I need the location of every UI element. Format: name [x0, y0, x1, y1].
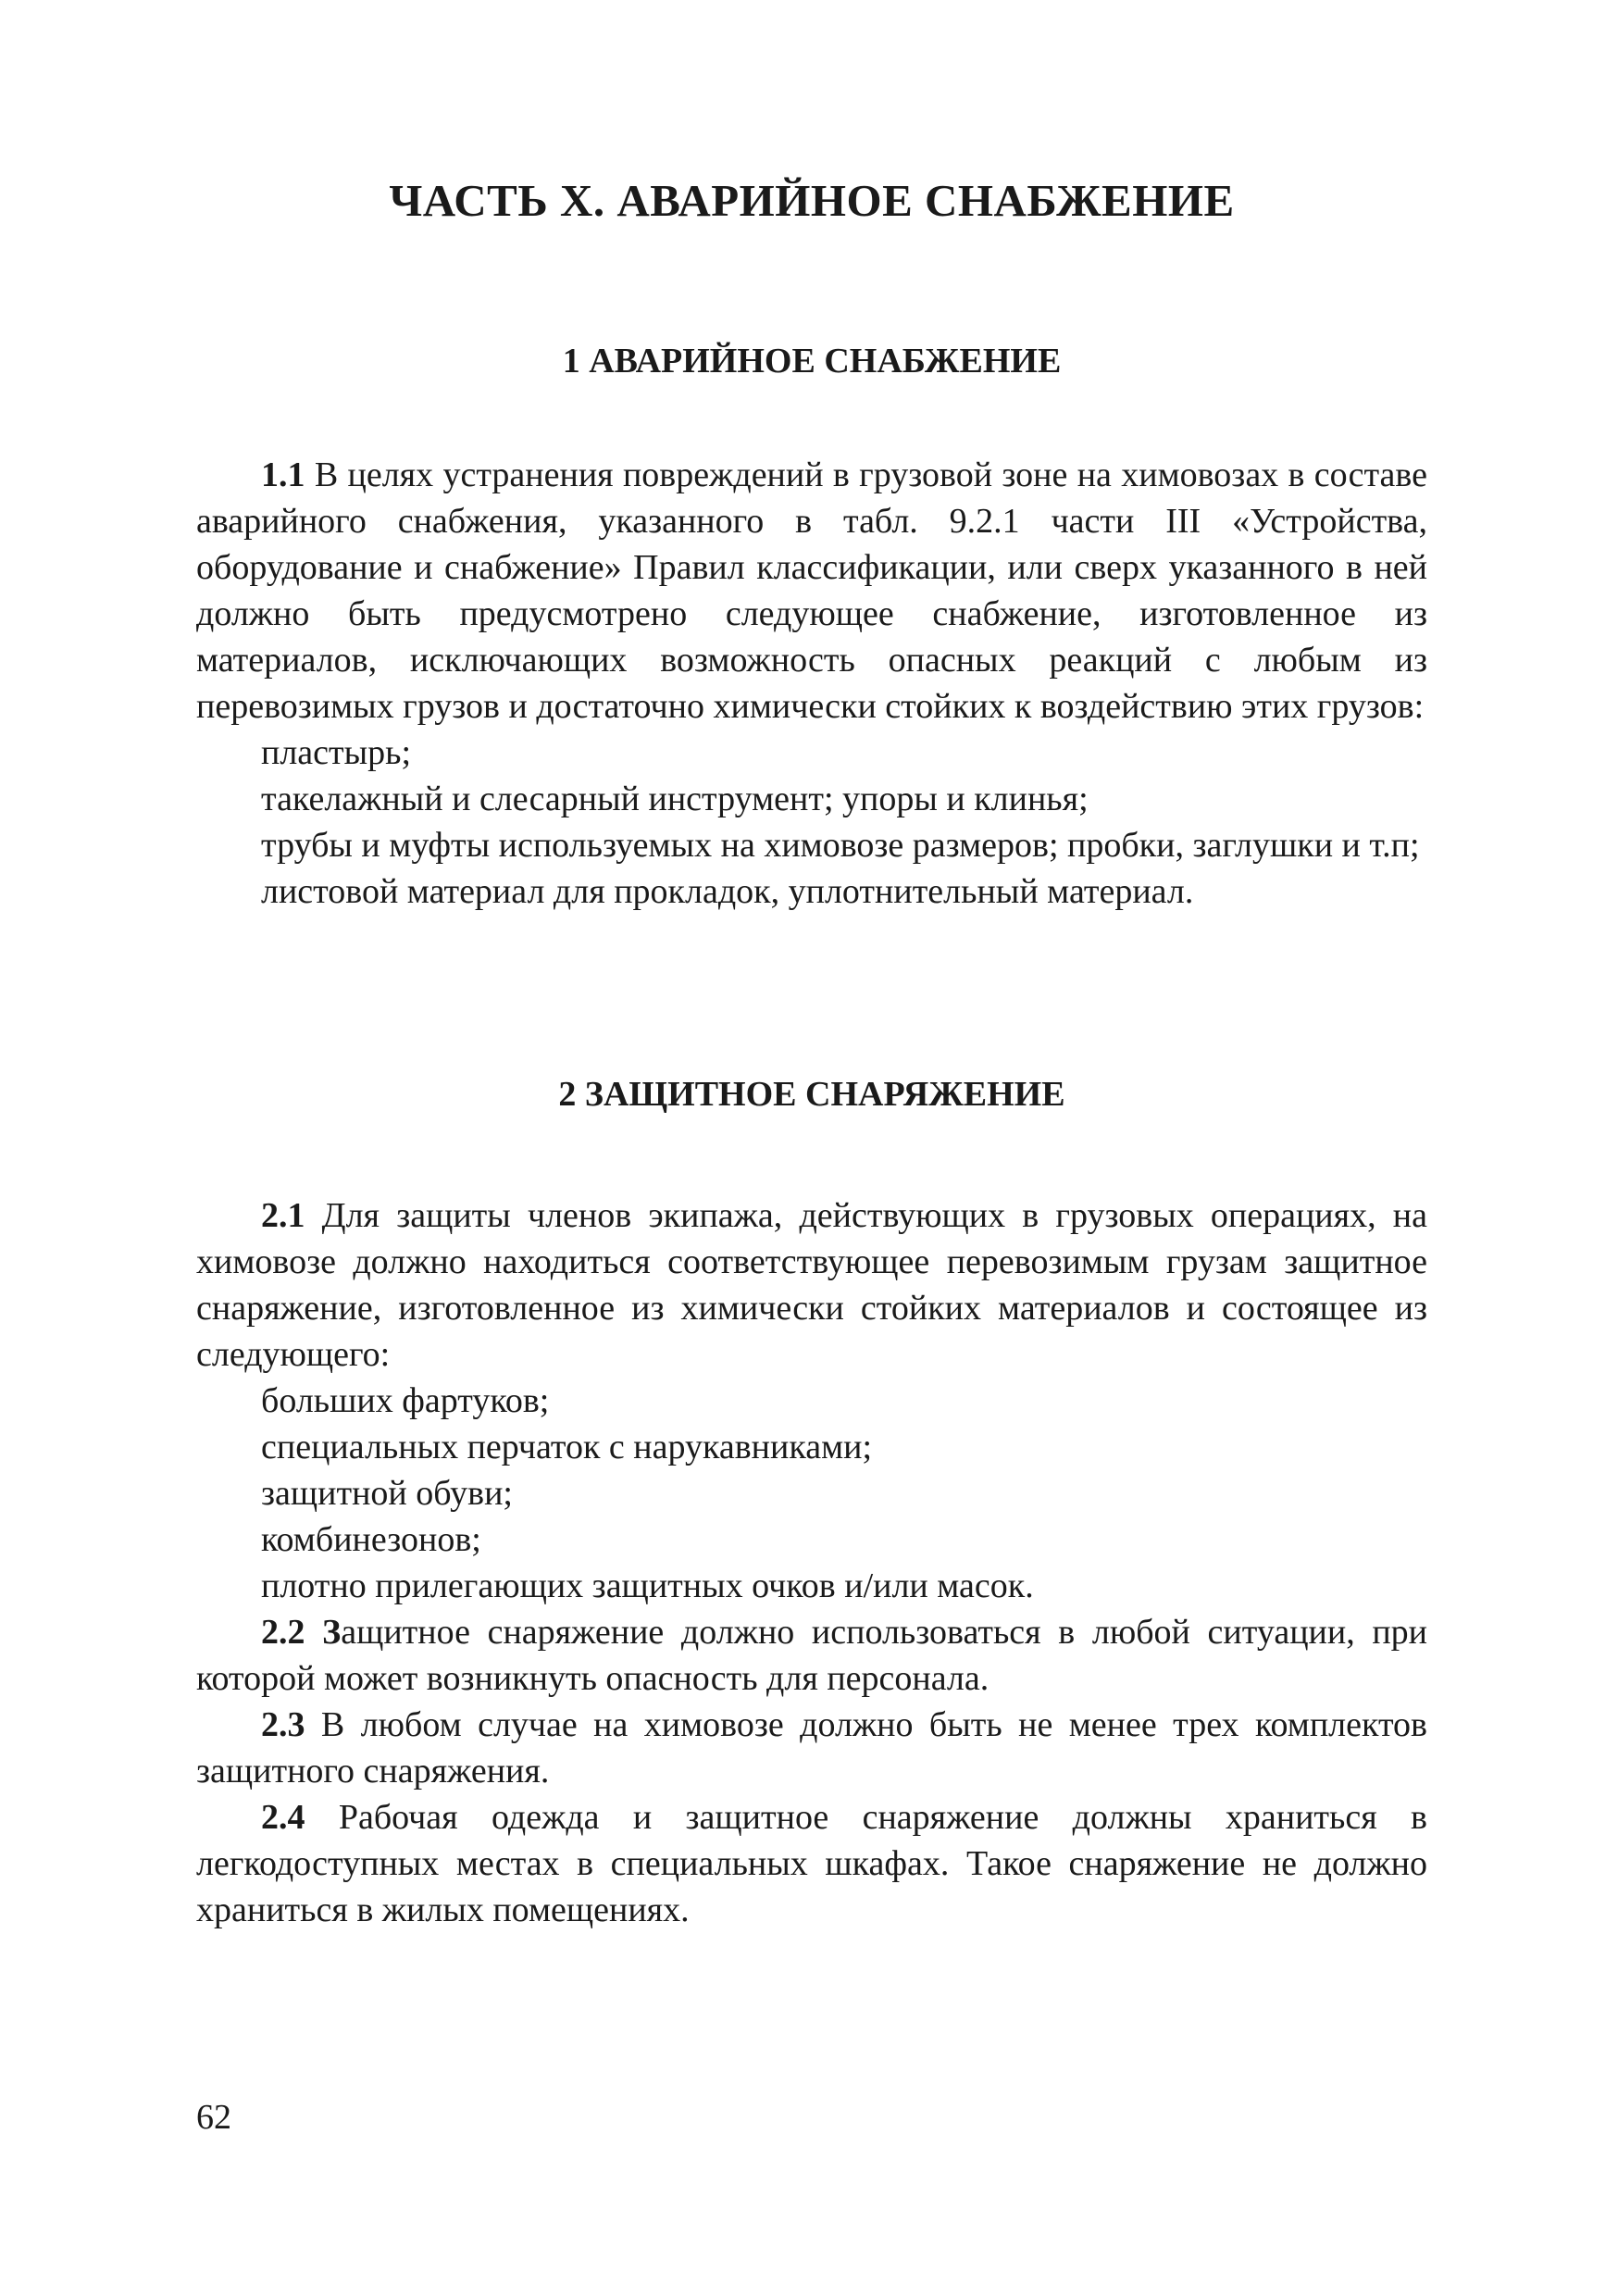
paragraph-number: 2.4 [261, 1798, 305, 1837]
section-2-body [196, 1192, 1427, 1933]
list-item: листовой материал для прокладок, уплотнительный материал. [261, 872, 1194, 911]
document-page [196, 0, 1427, 2296]
paragraph-1-1 [196, 452, 1427, 730]
section-2-title: 2 ЗАЩИТНОЕ СНАРЯЖЕНИЕ [558, 1075, 1065, 1114]
list-item: плотно прилегающих защитных очков и/или масок. [261, 1566, 1034, 1605]
paragraph-bold-letter: З [305, 1613, 342, 1652]
list-item: такелажный и слесарный инструмент; упоры и клинья; [261, 780, 1089, 818]
paragraph-2-1 [196, 1192, 1427, 1378]
list-item: комбинезонов; [261, 1520, 481, 1559]
section-1-body [196, 452, 1427, 915]
paragraph-text: В любом случае на химовозе должно быть не менее трех комплектов защитного снаряжения. [196, 1705, 1427, 1791]
paragraph-2-4 [196, 1794, 1427, 1933]
part-title: ЧАСТЬ X. АВАРИЙНОЕ СНАБЖЕНИЕ [389, 175, 1235, 226]
paragraph-text: В целях устранения повреждений в грузовой зоне на химовозах в составе аварийного снабжения, указанного в табл. 9.2.1 части III «Устройства, оборудование и снабжение» Правил классификации, или сверх указанного в ней должно быть предусмотрено следующее снабжение, изготовленное из материалов, исключающих возможность опасных реакций с любым из перевозимых грузов и достаточно химически стойких к воздействию этих грузов: [196, 455, 1427, 726]
section-1-title: 1 АВАРИЙНОЕ СНАБЖЕНИЕ [562, 342, 1062, 381]
list-item: трубы и муфты используемых на химовозе размеров; пробки, заглушки и т.п; [261, 826, 1420, 865]
paragraph-number: 2.2 [261, 1613, 305, 1652]
page-number: 62 [196, 2098, 231, 2137]
paragraph-number: 2.1 [261, 1196, 305, 1235]
paragraph-2-2 [196, 1609, 1427, 1702]
list-item: пластырь; [261, 733, 412, 772]
paragraph-number: 1.1 [261, 455, 305, 494]
list-item: защитной обуви; [261, 1474, 513, 1513]
paragraph-text: Для защиты членов экипажа, действующих в грузовых операциях, на химовозе должно находиться соответствующее перевозимым грузам защитное снаряжение, изготовленное из химически стойких материалов и состоящее из следующего: [196, 1196, 1427, 1374]
list-item: больших фартуков; [261, 1381, 550, 1420]
paragraph-2-3 [196, 1702, 1427, 1794]
paragraph-text: Рабочая одежда и защитное снаряжение должны храниться в легкодоступных местах в специальных шкафах. Такое снаряжение не должно храниться в жилых помещениях. [196, 1798, 1427, 1929]
list-item: специальных перчаток с нарукавниками; [261, 1428, 873, 1466]
paragraph-text: ащитное снаряжение должно использоваться в любой ситуации, при которой может возникнуть опасность для персонала. [196, 1613, 1427, 1698]
paragraph-number: 2.3 [261, 1705, 305, 1744]
